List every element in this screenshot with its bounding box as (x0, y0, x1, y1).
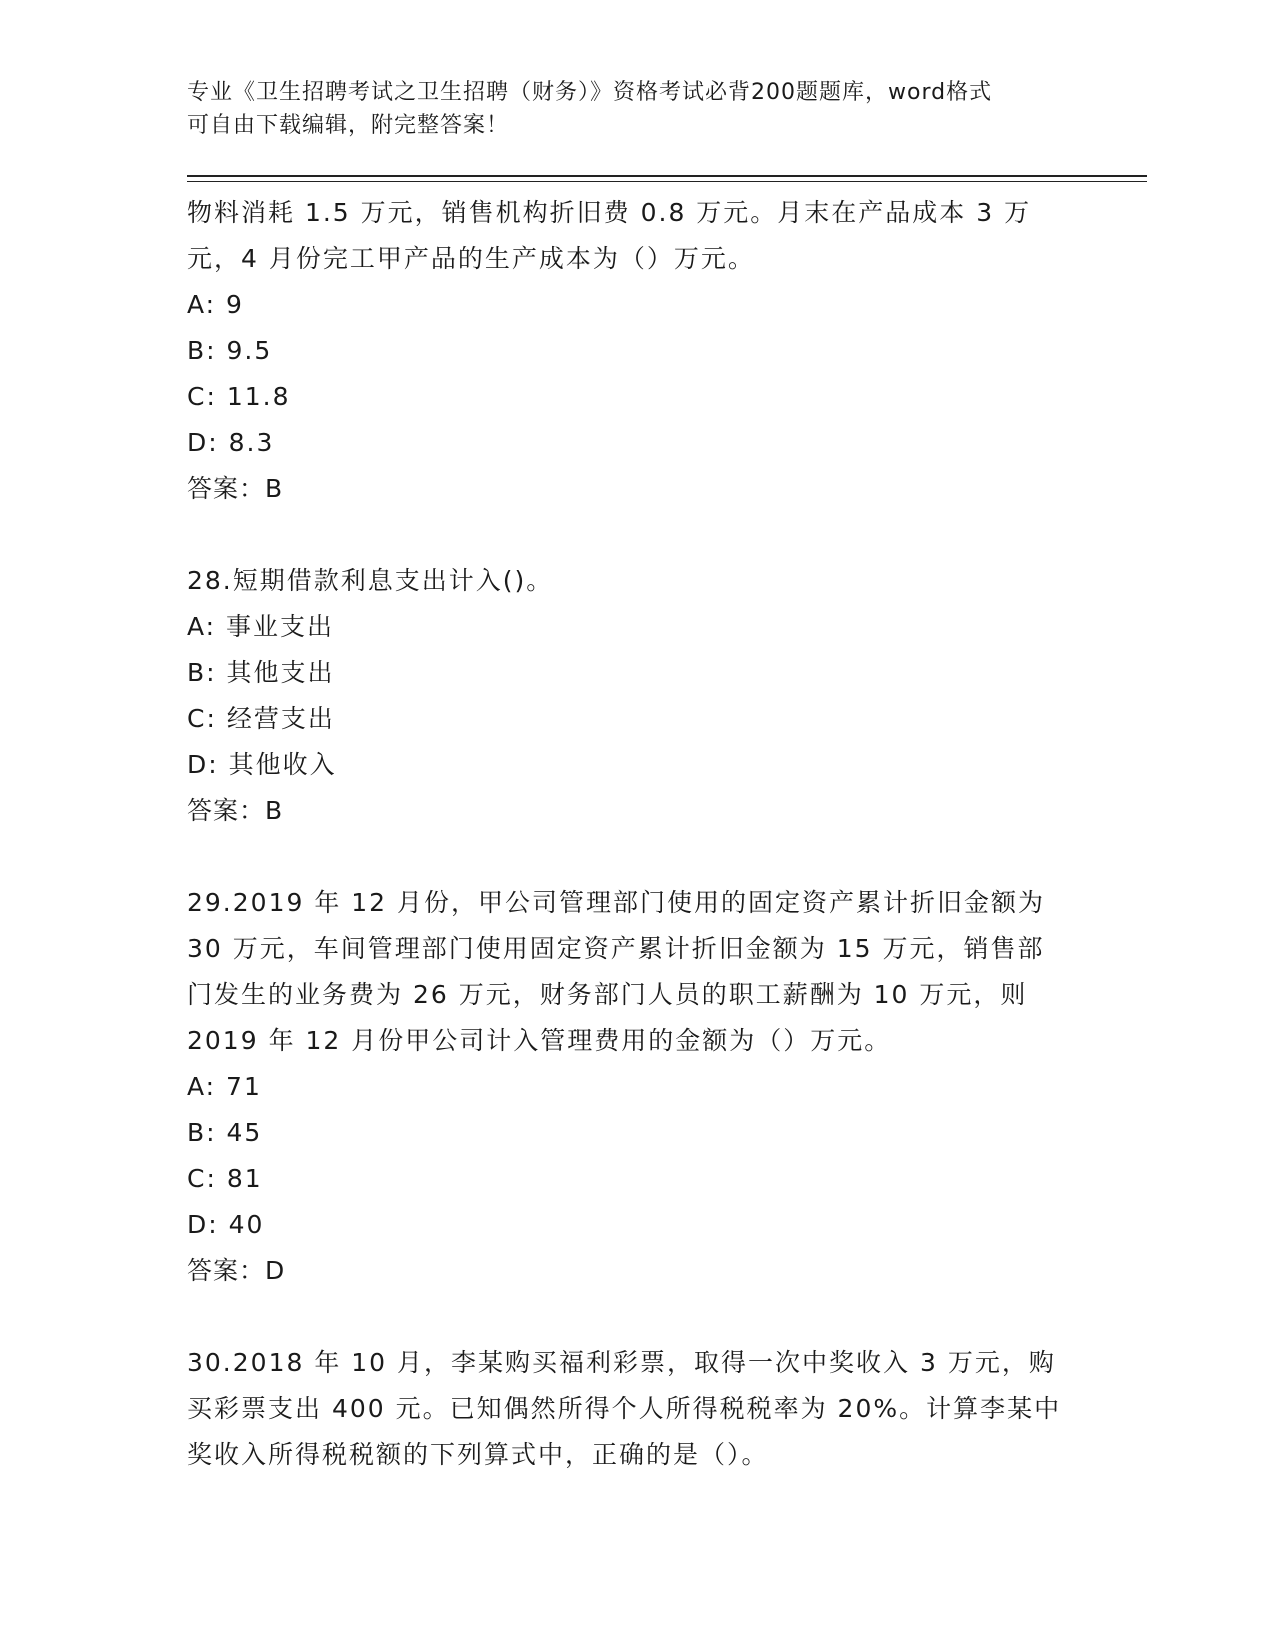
question-stem: 28.短期借款利息支出计入()。 (187, 566, 554, 595)
question-30 (187, 1340, 1087, 1478)
header-line-1: 专业《卫生招聘考试之卫生招聘（财务）》资格考试必背200题题库，word格式 (187, 80, 993, 105)
question-list (187, 190, 1087, 1478)
spacer (187, 1294, 1087, 1340)
answer-line: 答案：D (187, 1256, 286, 1285)
option-c: C: 81 (187, 1164, 263, 1193)
spacer (187, 512, 1087, 558)
question-stem: 2019 年 12 月份甲公司计入管理费用的金额为（）万元。 (187, 1026, 892, 1055)
question-stem: 奖收入所得税税额的下列算式中，正确的是（）。 (187, 1440, 769, 1469)
header-divider-thin (187, 181, 1147, 182)
option-c: C: 11.8 (187, 382, 291, 411)
header-divider-thick (187, 175, 1147, 177)
spacer (187, 834, 1087, 880)
question-stem: 物料消耗 1.5 万元，销售机构折旧费 0.8 万元。月末在产品成本 3 万 (187, 198, 1032, 227)
option-a: A: 71 (187, 1072, 262, 1101)
option-a: A: 事业支出 (187, 612, 335, 641)
option-c: C: 经营支出 (187, 704, 335, 733)
question-stem: 门发生的业务费为 26 万元，财务部门人员的职工薪酬为 10 万元，则 (187, 980, 1028, 1009)
option-b: B: 9.5 (187, 336, 273, 365)
option-d: D: 40 (187, 1210, 265, 1239)
question-stem: 元，4 月份完工甲产品的生产成本为（）万元。 (187, 244, 755, 273)
question-stem: 买彩票支出 400 元。已知偶然所得个人所得税税率为 20%。计算李某中 (187, 1394, 1062, 1423)
option-a: A: 9 (187, 290, 244, 319)
document-header (187, 76, 1067, 142)
question-stem: 29.2019 年 12 月份，甲公司管理部门使用的固定资产累计折旧金额为 (187, 888, 1046, 917)
answer-line: 答案：B (187, 796, 284, 825)
question-29 (187, 880, 1087, 1294)
question-27 (187, 190, 1087, 512)
question-stem: 30.2018 年 10 月，李某购买福利彩票，取得一次中奖收入 3 万元，购 (187, 1348, 1056, 1377)
header-line-2: 可自由下载编辑，附完整答案！ (187, 113, 510, 138)
question-28 (187, 558, 1087, 834)
option-b: B: 其他支出 (187, 658, 335, 687)
option-d: D: 8.3 (187, 428, 275, 457)
answer-line: 答案：B (187, 474, 284, 503)
option-b: B: 45 (187, 1118, 263, 1147)
option-d: D: 其他收入 (187, 750, 337, 779)
question-stem: 30 万元，车间管理部门使用固定资产累计折旧金额为 15 万元，销售部 (187, 934, 1045, 963)
